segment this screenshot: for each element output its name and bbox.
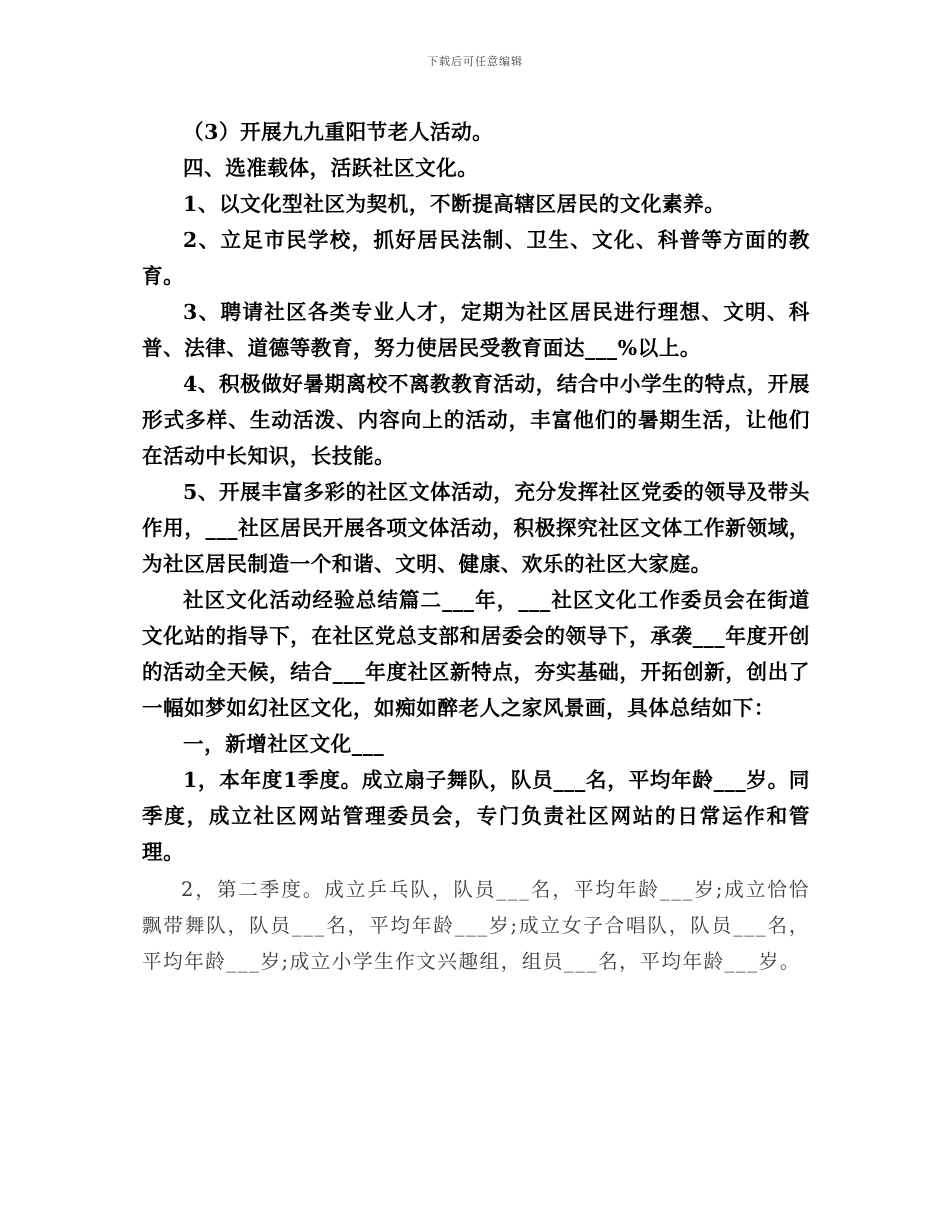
- paragraph-quarter-1: 1，本年度1季度。成立扇子舞队，队员___名，平均年龄___岁。同季度，成立社区网站管理委员会，专门负责社区网站的日常运作和管理。: [142, 768, 810, 864]
- document-body: [142, 114, 810, 980]
- paragraph-item-3: 3、聘请社区各类专业人才，定期为社区居民进行理想、文明、科普、法律、道德等教育，努力使居民受教育面达___%以上。: [142, 300, 810, 360]
- paragraph-item-4: 4、积极做好暑期离校不离教教育活动，结合中小学生的特点，开展形式多样、生动活泼、内容向上的活动，丰富他们的暑期生活，让他们在活动中长知识，长技能。: [142, 372, 810, 468]
- paragraph-summary-intro: 社区文化活动经验总结篇二___年，___社区文化工作委员会在街道文化站的指导下，在社区党总支部和居委会的领导下，承袭___年度开创的活动全天候，结合___年度社区新特点，夯实基础，开拓创新，创出了一幅如梦如幻社区文化，如痴如醉老人之家风景画，具体总结如下：: [142, 588, 810, 720]
- paragraph-item-1: 1、以文化型社区为契机，不断提高辖区居民的文化素养。: [183, 192, 726, 216]
- section-heading-1: 一，新增社区文化___: [183, 732, 385, 756]
- section-heading-4: 四、选准载体，活跃社区文化。: [183, 156, 479, 180]
- paragraph-item-5: 5、开展丰富多彩的社区文体活动，充分发挥社区党委的领导及带头作用，___社区居民开展各项文体活动，积极探究社区文体工作新领域，为社区居民制造一个和谐、文明、健康、欢乐的社区大家庭。: [142, 480, 810, 576]
- page-header: 下载后可任意编辑: [427, 55, 523, 68]
- paragraph-item-2: 2、立足市民学校，抓好居民法制、卫生、文化、科普等方面的教育。: [142, 228, 810, 288]
- paragraph-quarter-2: 2，第二季度。成立乒乓队，队员___名，平均年龄___岁;成立恰恰飘带舞队，队员___名，平均年龄___岁;成立女子合唱队，队员___名，平均年龄___岁;成立小学生作文兴趣组，组员___名，平均年龄___岁。: [142, 878, 810, 973]
- paragraph-1: （3）开展九九重阳节老人活动。: [183, 120, 494, 144]
